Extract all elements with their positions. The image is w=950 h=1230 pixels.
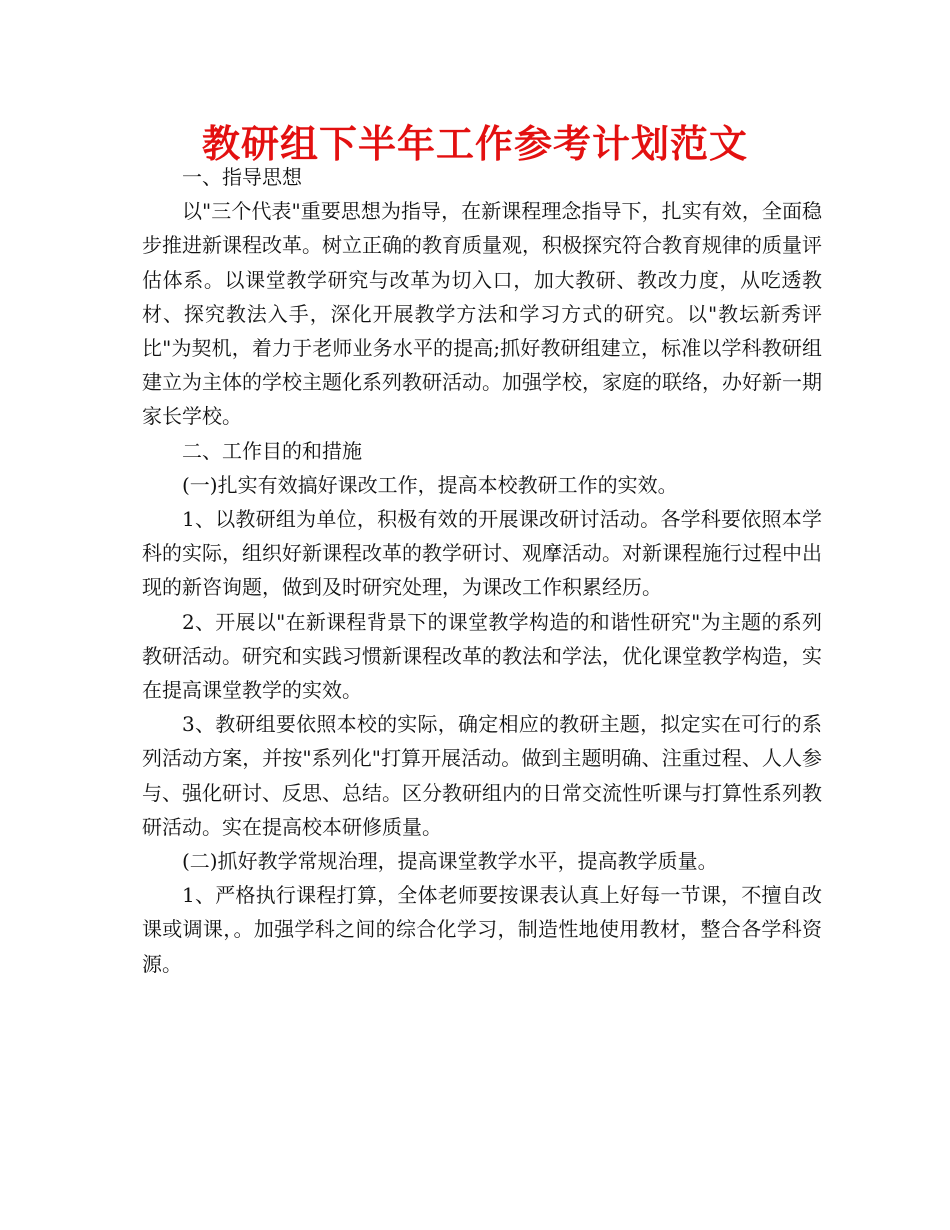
paragraph: 2、开展以"在新课程背景下的课堂教学构造的和谐性研究"为主题的系列教研活动。研究和实践习惯新课程改革的教法和学法，优化课堂教学构造，实在提高课堂教学的实效。 [142, 609, 822, 703]
paragraph: 1、以教研组为单位，积极有效的开展课改研讨活动。各学科要依照本学科的实际，组织好新课程改革的教学研讨、观摩活动。对新课程施行过程中出现的新咨询题，做到及时研究处理，为课改工作积累经历。 [142, 507, 822, 600]
paragraph: 3、教研组要依照本校的实际，确定相应的教研主题，拟定实在可行的系列活动方案，并按"系列化"打算开展活动。做到主题明确、注重过程、人人参与、强化研讨、反思、总结。区分教研组内的日常交流性听课与打算性系列教研活动。实在提高校本研修质量。 [142, 712, 822, 839]
section-heading-goals-measures: 二、工作目的和措施 [182, 438, 362, 463]
paragraph: 以"三个代表"重要思想为指导，在新课程理念指导下，扎实有效，全面稳步推进新课程改革。树立正确的教育质量观，积极探究符合教育规律的质量评估体系。以课堂教学研究与改革为切入口，加大教研、教改力度，从吃透教材、探究教法入手，深化开展教学方法和学习方式的研究。以"教坛新秀评比"为契机，着力于老师业务水平的提高;抓好教研组建立，标准以学科教研组建立为主体的学校主题化系列教研活动。加强学校，家庭的联络，办好新一期家长学校。 [142, 199, 822, 429]
document-title: 教研组下半年工作参考计划范文 [201, 122, 748, 166]
document-body [142, 160, 822, 981]
section-heading-guiding-ideology: 一、指导思想 [182, 165, 302, 189]
paragraph: 1、严格执行课程打算，全体老师要按课表认真上好每一节课，不擅自改课或调课，。加强学科之间的综合化学习，制造性地使用教材，整合各学科资源。 [142, 883, 822, 976]
subsection-heading-2: (二)抓好教学常规治理，提高课堂教学水平，提高教学质量。 [182, 849, 718, 874]
subsection-heading-1: (一)扎实有效搞好课改工作，提高本校教研工作的实效。 [182, 472, 678, 497]
